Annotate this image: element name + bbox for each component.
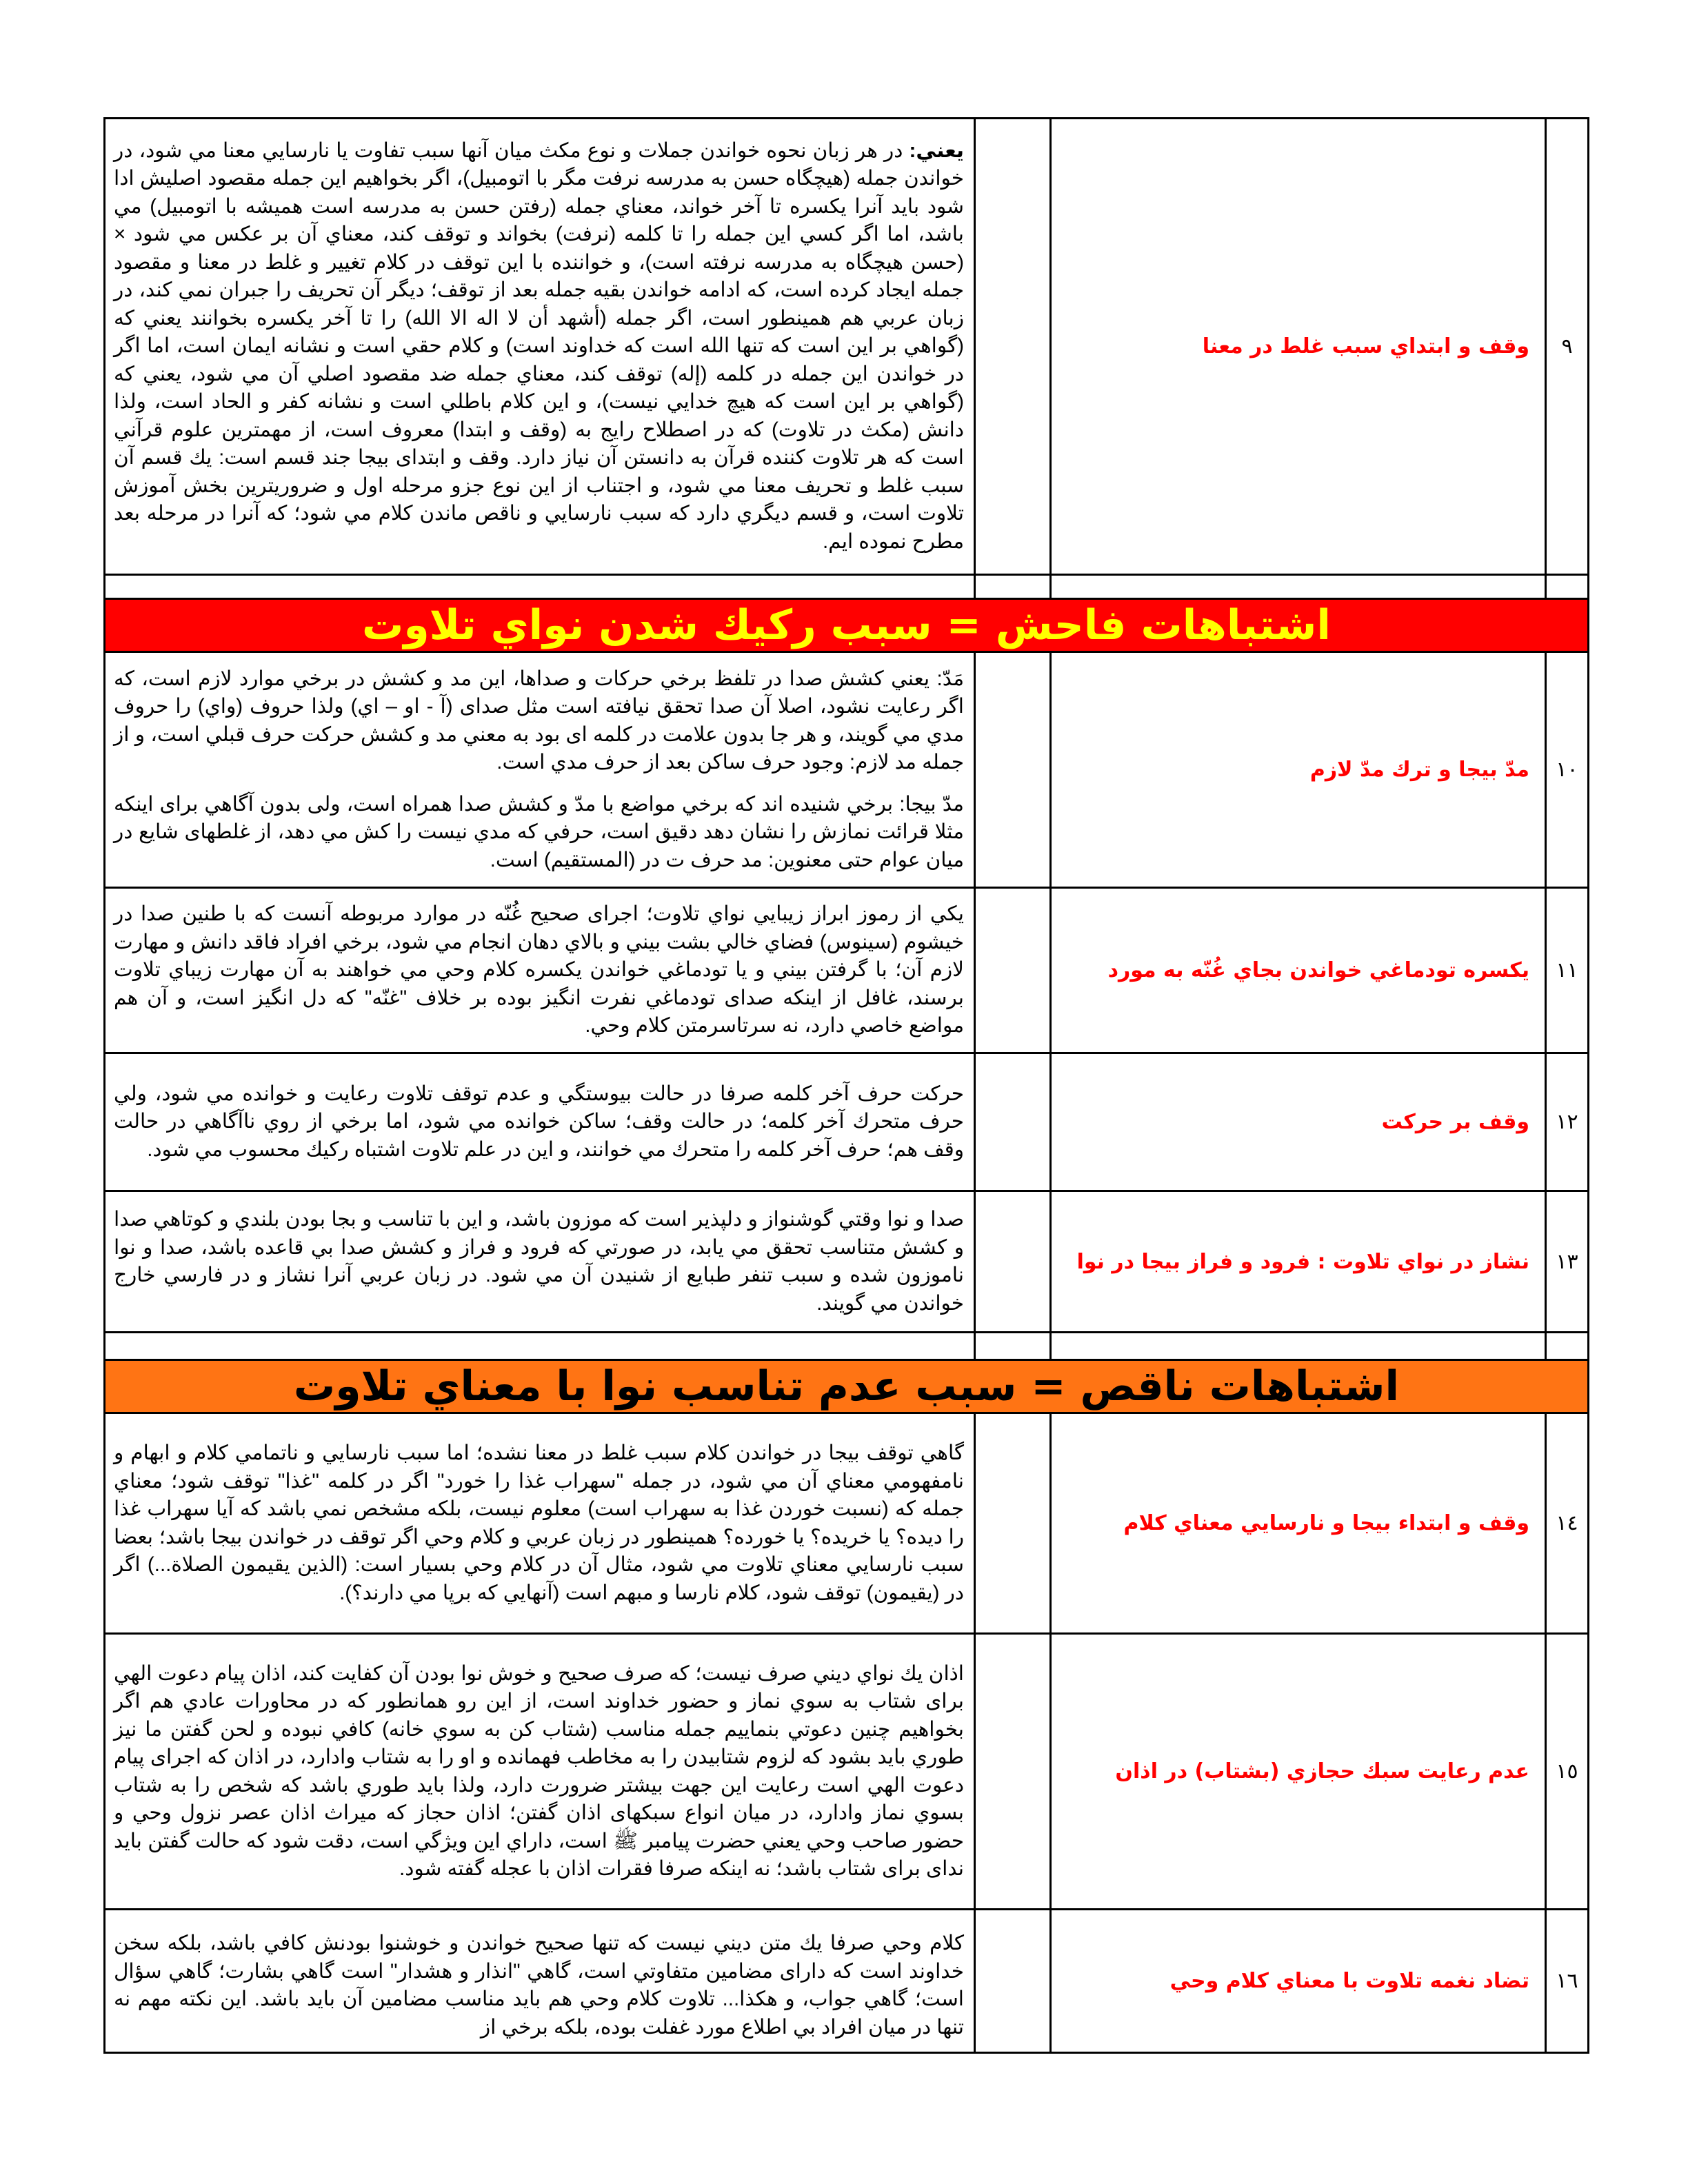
table-row [105,652,1589,888]
row-number: ١١ [1546,888,1589,1053]
table-row [105,1191,1589,1333]
spacer-row [105,1333,1589,1360]
section-band-minor [105,1360,1589,1413]
row-number: ١٥ [1546,1634,1589,1910]
table-row [105,1910,1589,2053]
table-row [105,119,1589,575]
row-number: ١٢ [1546,1053,1589,1191]
spacer-row [105,575,1589,599]
row-number: ١٤ [1546,1413,1589,1634]
row-title: وقف بر حركت [1051,1053,1546,1191]
paragraph: مدّ بيجا: برخي شنيده اند كه برخي مواضع با مدّ و كشش صدا همراه است، ولى بدون آگاهي براى اينكه مثلا قرائت نمازش را نشان دهد دقيق است، حرفي كه مدي نيست را كش مي دهد، از غلطهاى شايع در ميان عوام حتى معنوين: مد حرف ت در (المستقيم) است. [114,792,964,871]
row-description [105,1634,975,1910]
empty-cell [975,1413,1051,1634]
paragraph: مَدّ: يعني كشش صدا در تلفظ برخي حركات و صداها، اين مد و كشش در برخي موارد لازم است، كه اگر رعايت نشود، اصلا آن صدا تحقق نيافته است مثل صداى (آ - او – اي) ولذا حروف (واي) را حروف مدي مي گويند، و هر جا بدون علامت در كلمه اى بود به معني مد و كشش حركت حرف قبلي است، و از جمله مد لازم: وجود حرف ساكن بعد از حرف مدي است. [114,667,964,774]
paragraph: اذان يك نواي ديني صرف نيست؛ كه صرف صحيح و خوش نوا بودن آن كفايت كند، اذان پيام دعوت الهي براى شتاب به سوي نماز و حضور خداوند است، از اين رو همانطور كه در محاورات عادي هم اگر بخواهيم چنين دعوتي بنماييم جمله مناسب (شتاب كن به سوي خانه) كافي نبوده و لحن گفتن ما نيز طوري بايد بشود كه لزوم شتابيدن را به مخاطب فهمانده و او را به شتاب وادارد، در اذان كه اجراى پيام دعوت الهي است رعايت اين جهت بيشتر ضرورت دارد، ولذا بايد طوري باشد كه شخص را به شتاب بسوي نماز وادارد، در ميان انواع سبكهاى اذان گفتن؛ اذان حجاز كه ميراث اذان عصر نزول وحي و حضور صاحب وحي يعني حضرت پيامبر ﷺ است، داراي اين ويژگي است، دقت شود كه حالت گفتن بايد نداى براى شتاب باشد؛ نه اينكه صرفا فقرات اذان با عجله گفته شود. [114,1661,964,1880]
row-title: يكسره تودماغي خواندن بجاي غُنّه به مورد [1051,888,1546,1053]
paragraph: حركت حرف آخر كلمه صرفا در حالت بيوستگي و عدم توقف تلاوت رعايت و خوانده مي شود، ولي حرف متحرك آخر كلمه؛ در حالت وقف؛ ساكن خوانده مي شود، اما برخي از روي ناآگاهي در حالت وقف هم؛ حرف آخر كلمه را متحرك مي خوانند، و اين در علم تلاوت اشتباه ركيك محسوب مي شود. [114,1082,964,1161]
row-description [105,652,975,888]
row-description [105,119,975,575]
paragraph: گاهي توقف بيجا در خواندن كلام سبب غلط در معنا نشده؛ اما سبب نارسايي و ناتمامي كلام و ابهام و نامفهومي معناي آن مي شود، در جمله "سهراب غذا را خورد" اگر در كلمه "غذا" توقف شود؛ معناي جمله كه (نسبت خوردن غذا به سهراب است) معلوم نيست، بلكه مشخص نمي باشد كه آيا سهراب غذا را ديده؟ يا خريده؟ يا خورده؟ همينطور در زبان عربي و كلام وحي اگر توقف در خواندن بيجا باشد؛ بعضا سبب نارسايي معناي تلاوت مي شود، مثال آن در كلام وحي بسيار است: (الذين يقيمون الصلاة...) اگر در (يقيمون) توقف شود، كلام نارسا و مبهم است (آنهايي كه برپا مي دارند؟). [114,1442,964,1604]
row-number: ١٦ [1546,1910,1589,2053]
row-number: ١٠ [1546,652,1589,888]
row-description [105,1910,975,2053]
paragraph: صدا و نوا وقتي گوشنواز و دلپذير است كه موزون باشد، و اين با تناسب و بجا بودن بلندي و كوتاهي صدا و كشش متناسب تحقق مي يابد، در صورتي كه فرود و فراز و كشش صدا بي قاعده باشد، صدا و نوا ناموزون شده و سبب تنفر طبايع از شنيدن آن مي شود. در زبان عربي آنرا نشاز و در فارسي خارج خواندن مي گويند. [114,1208,964,1315]
paragraph: يكي از رموز ابراز زيبايي نواي تلاوت؛ اجراى صحيح غُنّه در موارد مربوطه آنست كه با طنين صدا در خيشوم (سينوس) فضاي خالي بشت بيني و بالاي دهان انجام مي شود، برخي افراد فاقد دانش و مهارت لازم آن؛ با گرفتن بيني و يا تودماغي خواندن يكسره كلام وحي مي خواهند به آن مهارت زيباي تلاوت برسند، غافل از اينكه صداى تودماغي نفرت انگيز بوده بر خلاف "غنّه" كه دل انگيز است، و آن هم مواضع خاصي دارد، نه سرتاسرمتن كلام وحي. [114,902,964,1038]
paragraph: كلام وحي صرفا يك متن ديني نيست كه تنها صحيح خواندن و خوشنوا بودنش كافي باشد، بلكه سخن خداوند است كه داراى مضامين متفاوتي است، گاهي "انذار و هشدار" است گاهي بشارت؛ گاهي سؤال است؛ گاهي جواب، و هكذا... تلاوت كلام وحي هم بايد مناسب مضامين آن بايد باشد. اين نكته مهم نه تنها در ميان افراد بي اطلاع مورد غفلت بوده، بلكه برخي از [114,1932,964,2039]
table-row [105,1634,1589,1910]
row-description [105,1053,975,1191]
row-title: وقف و ابتداي سبب غلط در معنا [1051,119,1546,575]
row-number: ٩ [1546,119,1589,575]
row-title: تضاد نغمه تلاوت با معناي كلام وحي [1051,1910,1546,2053]
empty-cell [975,888,1051,1053]
row-description [105,1413,975,1634]
row-title: عدم رعايت سبك حجازي (بشتاب) در اذان [1051,1634,1546,1910]
table-row [105,1053,1589,1191]
table-row [105,888,1589,1053]
row-description [105,1191,975,1333]
document-page [103,117,1587,2054]
section-heading: اشتباهات فاحش = سبب ركيك شدن نواي تلاوت [105,599,1589,652]
row-title: نشاز در نواي تلاوت : فرود و فراز بيجا در نوا [1051,1191,1546,1333]
lead-word: يعني: [909,139,964,162]
section-band-severe [105,599,1589,652]
row-number: ١٣ [1546,1191,1589,1333]
table-row [105,1413,1589,1634]
row-description [105,888,975,1053]
empty-cell [975,1910,1051,2053]
empty-cell [975,1191,1051,1333]
empty-cell [975,119,1051,575]
paragraph: در هر زبان نحوه خواندن جملات و نوع مكث ميان آنها سبب تفاوت يا نارسايي معنا مي شود، در خواندن جمله (هيچگاه حسن به مدرسه نرفت مگر با اتومبيل)، اگر بخواهيم اين جمله مقصود اصليش ادا شود بايد آنرا يكسره تا آخر خواند، معناي جمله (رفتن حسن به مدرسه است هميشه با اتومبيل) مي باشد، اما اگر كسي اين جمله را تا كلمه (نرفت) بخواند و توقف كند، معناي آن بر عكس مي شود × (حسن هيچگاه به مدرسه نرفته است)، و خواننده با اين توقف در كلام تغيير و غلط در معنا و مقصود جمله ايجاد كرده است، كه ادامه خواندن بقيه جمله بعد از توقف؛ ديگر آن تحريف را جبران نمي كند، در زبان عربي هم همينطور است، اگر جمله (أشهد أن لا اله الا الله) را تا آخر يكسره بخوانند يعني كه (گواهي بر اين است كه تنها الله است كه خداوند است) و كلام حقي است و نشانه ايمان است، اما اگر در خواندن اين جمله در كلمه (إله) توقف كند، معناي جمله ضد مقصود اصلي آن مي شود، يعني كه (گواهي بر اين است كه هيچ خدايي نيست)، و اين كلام باطلي است و نشانه كفر و الحاد است، ولذا دانش (مكث در تلاوت) كه در اصطلاح رايج به (وقف و ابتدا) معروف است، از مهمترين علوم قرآني است كه هر تلاوت كننده قرآن به دانستن آن نياز دارد. وقف و ابتداى بيجا جند قسم است: يك قسم آن سبب غلط و تحريف معنا مي شود، و اجتناب از اين نوع جزو مرحله اول و ضروريترين بخش آموزش تلاوت است، و قسم ديگري دارد كه سبب نارسايي و ناقص ماندن كلام مي شود؛ كه آنرا در مرحله بعد مطرح نموده ايم. [114,139,964,553]
row-title: وقف و ابتداء بيجا و نارسايي معناي كلام [1051,1413,1546,1634]
empty-cell [975,1053,1051,1191]
section-heading: اشتباهات ناقص = سبب عدم تناسب نوا با معناي تلاوت [105,1360,1589,1413]
row-title: مدّ بيجا و ترك مدّ لازم [1051,652,1546,888]
empty-cell [975,1634,1051,1910]
empty-cell [975,652,1051,888]
recitation-errors-table [103,117,1589,2054]
